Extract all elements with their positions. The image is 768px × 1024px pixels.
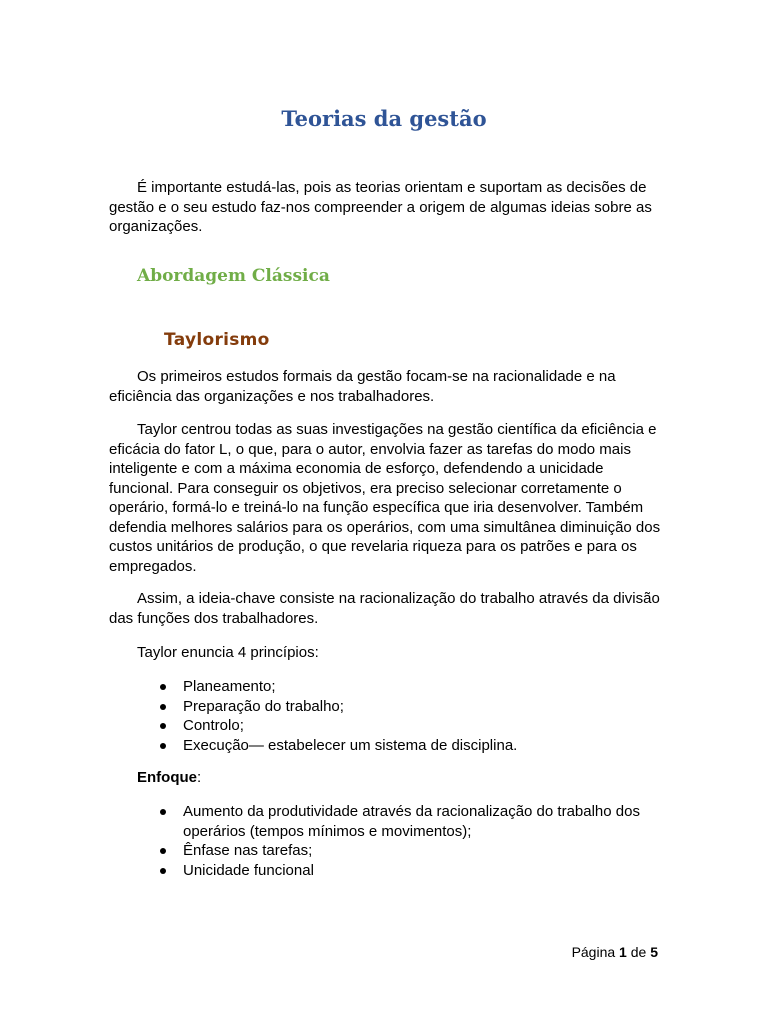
paragraph-2-text: Taylor centrou todas as suas investigações na gestão científica da eficiência e eficácia do fator L, o que, para o autor, envolvia fazer as tarefas do modo mais inteligente e com a máxima economia de esforço, defendendo a unicidade funcional. Para conseguir os objetivos, era preciso selecionar corretamente o operário, formá-lo e treiná-lo na função específica que iria desenvolver. Também defendia melhores salários para os operários, com uma simultânea diminuição dos custos unitários de produção, o que revelaria riqueza para os patrões e para os empregados. — [109, 421, 661, 575]
paragraph-3 — [109, 589, 661, 628]
list-item: Aumento da produtividade através da racionalização do trabalho dos operários (tempos mínimos e movimentos); — [159, 802, 669, 841]
page-footer — [572, 943, 658, 961]
paragraph-3-text: Assim, a ideia-chave consiste na racionalização do trabalho através da divisão das funções dos trabalhadores. — [109, 590, 660, 627]
list-item: Ênfase nas tarefas; — [159, 841, 669, 861]
principles-list — [159, 677, 669, 755]
bullet-icon — [160, 704, 166, 710]
paragraph-1 — [109, 367, 661, 406]
of-word: de — [630, 944, 647, 960]
current-page-number: 1 — [619, 944, 627, 960]
bullet-icon — [160, 723, 166, 729]
bullet-icon — [160, 868, 166, 874]
paragraph-1-text: Os primeiros estudos formais da gestão focam-se na racionalidade e na eficiência das organizações e nos trabalhadores. — [109, 368, 616, 405]
list-item: Execução— estabelecer um sistema de disciplina. — [159, 736, 669, 756]
focus-label: Enfoque — [137, 769, 197, 786]
total-pages-number: 5 — [650, 944, 658, 960]
focus-list — [159, 802, 669, 880]
principles-intro: Taylor enuncia 4 princípios: — [137, 644, 319, 661]
focus-heading — [137, 768, 201, 788]
document-title: Teorias da gestão — [281, 106, 487, 131]
list-item: Controlo; — [159, 716, 669, 736]
bullet-icon — [160, 809, 166, 815]
bullet-icon — [160, 848, 166, 854]
list-item: Planeamento; — [159, 677, 669, 697]
paragraph-2 — [109, 420, 661, 576]
section-heading: Abordagem Clássica — [137, 266, 330, 286]
bullet-icon — [160, 743, 166, 749]
subsection-heading: Taylorismo — [164, 330, 270, 350]
intro-paragraph — [109, 178, 661, 237]
list-item: Preparação do trabalho; — [159, 697, 669, 717]
page-word: Página — [571, 944, 616, 960]
bullet-icon — [160, 684, 166, 690]
focus-colon: : — [197, 769, 202, 786]
list-item: Unicidade funcional — [159, 861, 669, 881]
intro-text: É importante estudá-las, pois as teorias orientam e suportam as decisões de gestão e o seu estudo faz-nos compreender a origem de algumas ideias sobre as organizações. — [109, 179, 652, 235]
